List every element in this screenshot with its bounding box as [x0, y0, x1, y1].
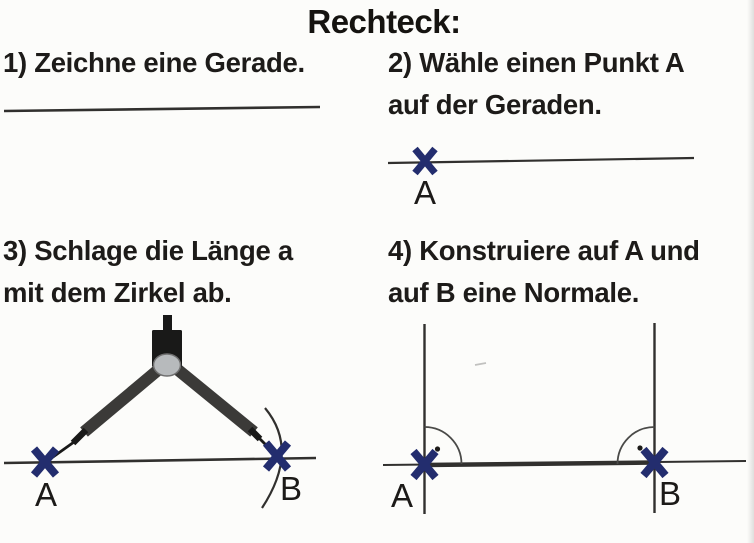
step-3-text [3, 230, 293, 314]
step-2-line2: auf der Geraden. [388, 89, 602, 120]
compass-hinge [154, 354, 181, 376]
step-2-text [388, 42, 684, 126]
step-4-line2: auf B eine Normale. [388, 277, 640, 308]
compass-leg-right [172, 365, 254, 432]
page-title: Rechteck: [307, 3, 461, 40]
step-4-diagram [378, 318, 754, 523]
scan-mark [475, 363, 486, 365]
step-3-diagram [0, 310, 340, 543]
segment-ab [424, 463, 655, 466]
compass-joint-left [73, 430, 86, 443]
point-b-label: B [658, 475, 682, 512]
compass-icon [46, 315, 277, 462]
point-a-label: A [34, 476, 58, 513]
step-4-line1: 4) Konstruiere auf A und [388, 235, 700, 266]
right-angle-dot-a [435, 446, 440, 451]
point-b-label: B [279, 470, 303, 507]
step-3-line1: 3) Schlage die Länge a [3, 235, 293, 266]
compass-knob [163, 315, 172, 332]
right-angle-dot-b [637, 445, 642, 450]
step-1-diagram [2, 99, 332, 117]
step-3-line2: mit dem Zirkel ab. [3, 277, 232, 308]
point-b-cross-icon [266, 443, 288, 469]
drawn-line [4, 107, 320, 111]
step-2-line1: 2) Wähle einen Punkt A [388, 47, 685, 78]
point-a-label: A [413, 174, 437, 211]
step-2-diagram [386, 136, 754, 214]
step-1-text [3, 42, 305, 84]
compass-leg-left [84, 365, 164, 432]
point-a-label: A [390, 477, 414, 514]
step-1-line1: 1) Zeichne eine Gerade. [3, 47, 305, 78]
point-a-cross-icon [415, 149, 435, 173]
base-line [388, 158, 694, 163]
step-4-text [388, 230, 700, 314]
